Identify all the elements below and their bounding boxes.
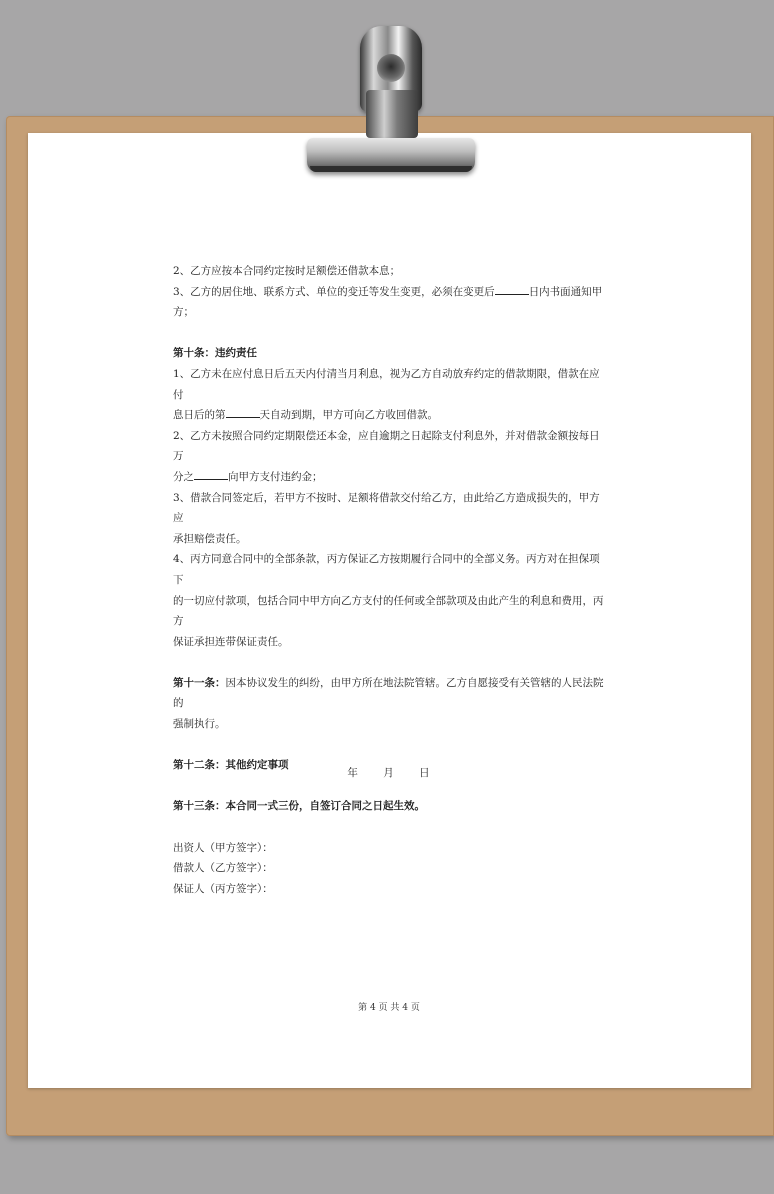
clause-line: 息日后的第 天自动到期，甲方可向乙方收回借款。 [173, 405, 605, 426]
clause-line: 的一切应付款项，包括合同中甲方向乙方支付的任何或全部款项及由此产生的利息和费用，丙方 [173, 594, 604, 628]
article-10-heading: 第十条：违约责任 [173, 347, 257, 360]
clause-line: 分之 向甲方支付违约金； [173, 467, 605, 488]
binder-clip-arm [366, 90, 418, 138]
signature-guarantor: 保证人（丙方签字）： [173, 882, 273, 895]
clause-line: 承担赔偿责任。 [173, 532, 247, 545]
article-11-heading: 第十一条： [173, 676, 226, 689]
date-day: 日 [419, 767, 431, 779]
clause-line: 强制执行。 [173, 718, 226, 731]
signing-date [173, 765, 605, 780]
clause-line: 2、乙方未按照合同约定期限偿还本金，应自逾期之日起除支付利息外，并对借款金额按每日万 [173, 429, 600, 463]
clause-line: 1、乙方未在应付息日后五天内付清当月利息，视为乙方自动放弃约定的借款期限，借款在应付 [173, 367, 600, 401]
clause-line: 保证承担连带保证责任。 [173, 635, 289, 648]
clause-line: 3、借款合同签定后，若甲方不按时、足额将借款交付给乙方，由此给乙方造成损失的，甲方应 [173, 491, 600, 525]
fill-blank [495, 282, 529, 295]
fill-blank [226, 405, 260, 418]
clause-line: 3、乙方的居住地、联系方式、单位的变迁等发生变更，必须在变更后 日内书面通知甲方； [173, 282, 605, 323]
binder-clip-edge [310, 166, 472, 172]
date-year: 年 [347, 767, 359, 779]
article-12-heading: 第十二条：其他约定事项 [173, 759, 289, 772]
clause-line: 4、丙方同意合同中的全部条款，丙方保证乙方按期履行合同中的全部义务。丙方对在担保项下 [173, 553, 600, 586]
signature-lender: 出资人（甲方签字）： [173, 841, 273, 854]
binder-clip-hole [377, 54, 405, 82]
date-month: 月 [383, 767, 395, 779]
clause-line: 2、乙方应按本合同约定按时足额偿还借款本息； [173, 265, 401, 277]
article-13-heading: 第十三条：本合同一式三份，自签订合同之日起生效。 [173, 800, 425, 813]
fill-blank [194, 467, 228, 480]
signature-borrower: 借款人（乙方签字）： [173, 862, 273, 875]
article-11: 第十一条：因本协议发生的纠纷，由甲方所在地法院管辖。乙方自愿接受有关管辖的人民法院的 [173, 676, 604, 710]
page-number: 第 4 页 共 4 页 [358, 1003, 420, 1013]
contract-text [173, 261, 605, 899]
